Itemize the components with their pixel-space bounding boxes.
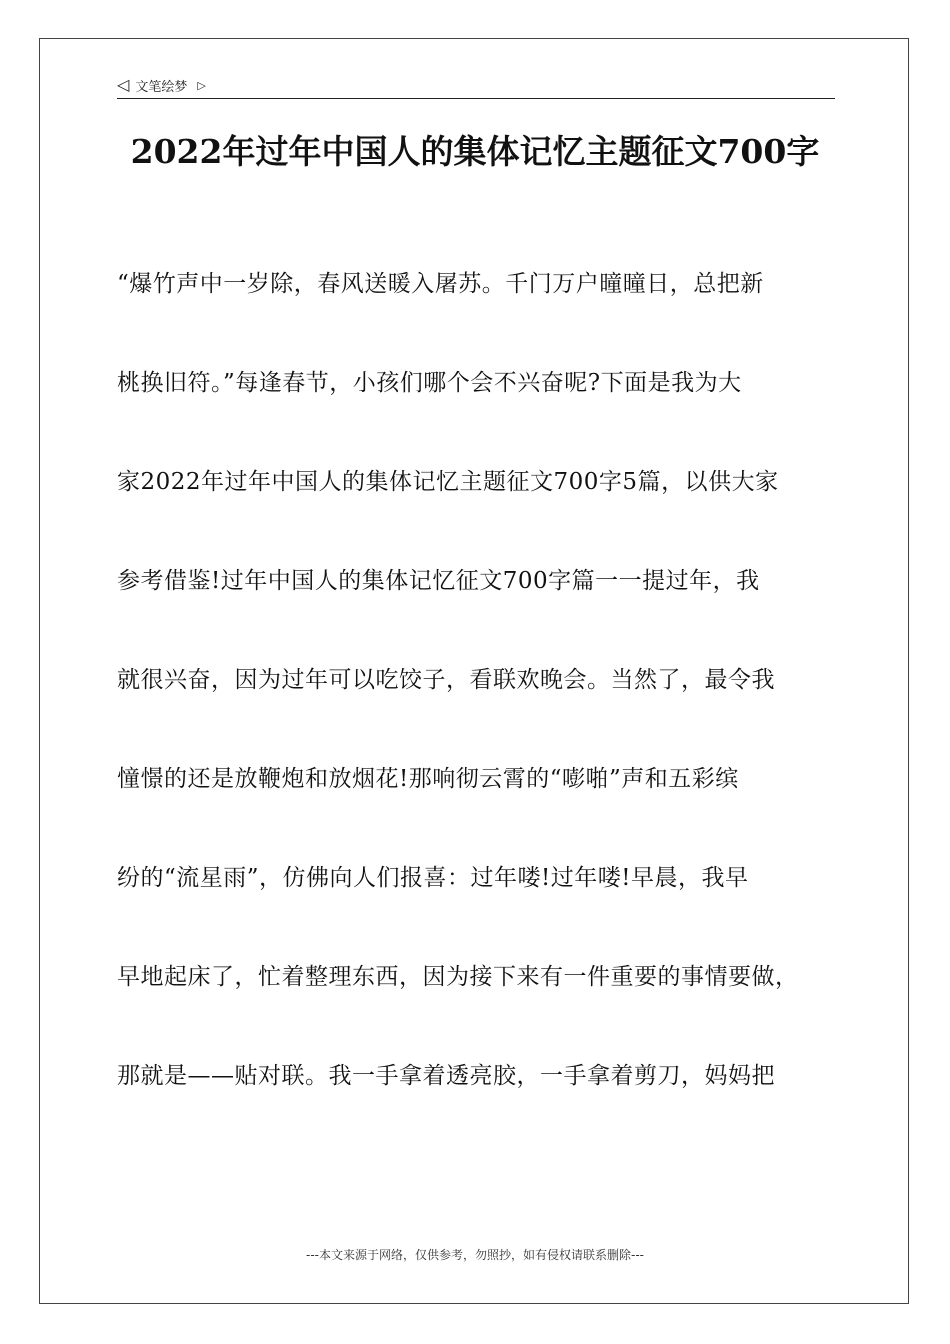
header-divider — [117, 98, 835, 99]
body-line: 早地起床了，忙着整理东西，因为接下来有一件重要的事情要做， — [117, 964, 799, 990]
document-body — [117, 256, 847, 1147]
body-line: 憧憬的还是放鞭炮和放烟花!那响彻云霄的“嘭啪”声和五彩缤 — [117, 766, 739, 792]
body-line: 就很兴奋，因为过年可以吃饺子，看联欢晚会。当然了，最令我 — [117, 667, 775, 693]
body-line: 参考借鉴!过年中国人的集体记忆征文700字篇一一提过年，我 — [117, 568, 760, 594]
triangle-left-icon: ◁ — [117, 75, 130, 94]
body-line: 家2022年过年中国人的集体记忆主题征文700字5篇，以供大家 — [117, 469, 779, 495]
page-footer: ---本文来源于网络，仅供参考，勿照抄，如有侵权请联系删除--- — [306, 1248, 644, 1262]
body-line: 那就是——贴对联。我一手拿着透亮胶，一手拿着剪刀，妈妈把 — [117, 1063, 775, 1089]
body-line: 桃换旧符。”每逢春节，小孩们哪个会不兴奋呢?下面是我为大 — [117, 370, 742, 396]
page-header — [117, 74, 206, 96]
body-line: “爆竹声中一岁除，春风送暖入屠苏。千门万户曈曈日，总把新 — [117, 271, 764, 297]
document-title: 2022年过年中国人的集体记忆主题征文700字 — [130, 132, 820, 171]
body-line: 纷的“流星雨”，仿佛向人们报喜：过年喽!过年喽!早晨，我早 — [117, 865, 749, 891]
triangle-right-icon: ▷ — [197, 78, 206, 92]
header-brand: 文笔绘梦 — [135, 79, 188, 95]
